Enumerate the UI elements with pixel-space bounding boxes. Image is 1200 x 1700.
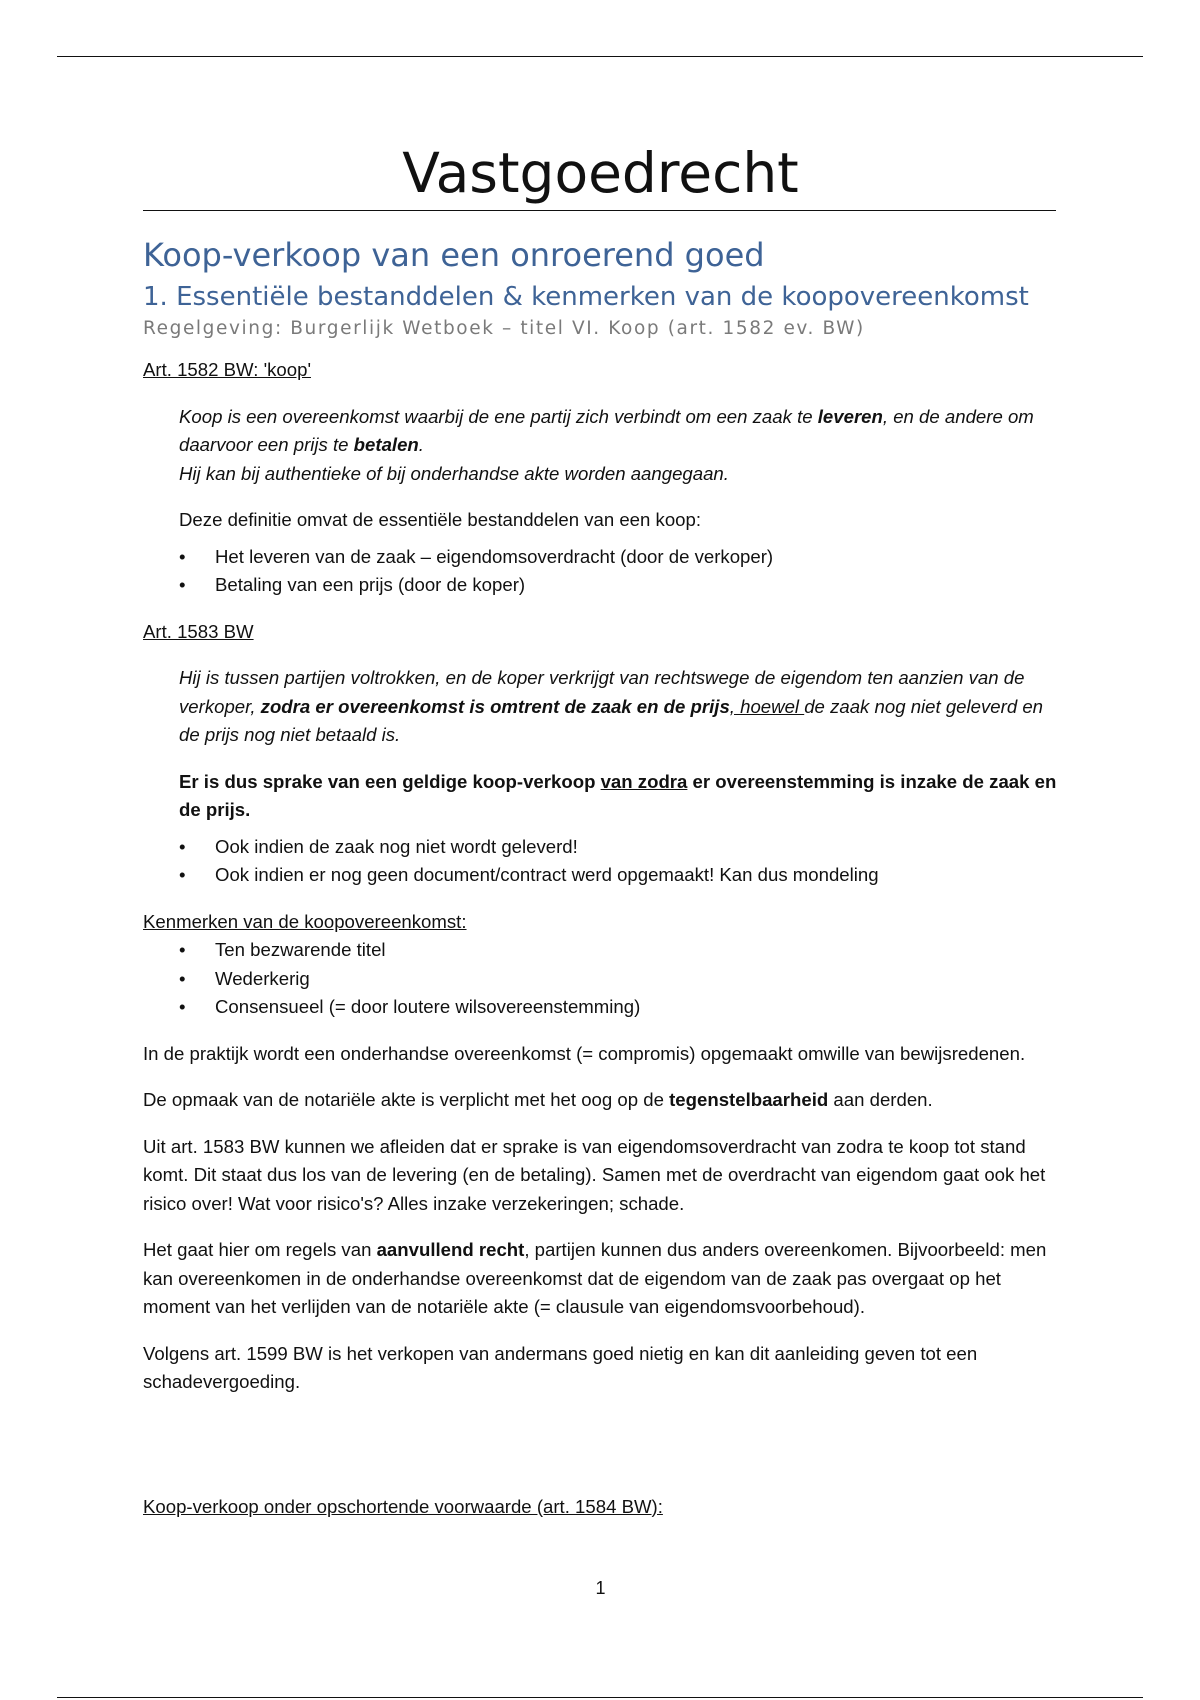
- art1583-heading: Art. 1583 BW: [143, 620, 254, 642]
- kenmerken-heading: Kenmerken van de koopovereenkomst:: [143, 910, 467, 932]
- paragraph-aanvullend-recht: [143, 1236, 1058, 1322]
- paragraph-text: De opmaak van de notariële akte is verplicht met het oog op de: [143, 1089, 670, 1110]
- art1582-intro: Deze definitie omvat de essentiële bestanddelen van een koop:: [179, 509, 702, 530]
- paragraph-bold: tegenstelbaarheid: [669, 1089, 829, 1110]
- list-item: • Consensueel (= door loutere wilsovereenstemming): [179, 993, 1058, 1022]
- list-item: • Ten bezwarende titel: [179, 936, 1058, 965]
- page-number: 1: [595, 1578, 606, 1598]
- art1583-conclusion: [179, 768, 1058, 825]
- heading-2: 1. Essentiële bestanddelen & kenmerken van de koopovereenkomst: [143, 282, 1029, 312]
- opschortende-voorwaarde-heading: Koop-verkoop onder opschortende voorwaarde (art. 1584 BW):: [143, 1495, 663, 1517]
- subtitle: Regelgeving: Burgerlijk Wetboek – titel VI. Koop (art. 1582 ev. BW): [143, 318, 865, 339]
- art1583-quote: [179, 664, 1058, 750]
- art1582-heading: Art. 1582 BW: 'koop': [143, 359, 311, 380]
- quote-text: , en de andere om daarvoor een prijs te: [179, 405, 1034, 455]
- paragraph-bold: aanvullend recht: [376, 1239, 525, 1260]
- bottom-border-line: [57, 1697, 1143, 1698]
- art1582-list: [179, 543, 1058, 600]
- heading-1: Koop-verkoop van een onroerend goed: [143, 236, 765, 274]
- list-item: • Ook indien er nog geen document/contract werd opgemaakt! Kan dus mondeling: [179, 861, 1058, 890]
- paragraph-praktijk: In de praktijk wordt een onderhandse overeenkomst (= compromis) opgemaakt omwille van bewijsredenen.: [143, 1042, 1026, 1064]
- quote-bold: zodra er overeenkomst is omtrent de zaak en de prijs: [260, 695, 730, 717]
- top-border-line: [57, 56, 1143, 57]
- paragraph-text: Het gaat hier om regels van: [143, 1239, 377, 1260]
- quote-text: Koop is een overeenkomst waarbij de ene partij zich verbindt om een zaak te: [179, 405, 818, 427]
- list-item: • Ook indien de zaak nog niet wordt geleverd!: [179, 833, 1058, 862]
- quote-bold-leveren: leveren: [817, 405, 883, 427]
- art1582-quote-line2: Hij kan bij authentieke of bij onderhandse akte worden aangegaan.: [179, 462, 729, 484]
- conclusion-underline: van zodra: [600, 770, 688, 792]
- quote-text: Hij is tussen partijen voltrokken, en de koper verkrijgt van rechtswege de eigendom ten aanzien van de verkoper,: [179, 667, 1025, 717]
- list-item: • Het leveren van de zaak – eigendomsoverdracht (door de verkoper): [179, 543, 1058, 572]
- kenmerken-list: [179, 936, 1058, 1022]
- paragraph-text: , partijen kunnen dus anders overeenkomen. Bijvoorbeeld: men kan overeenkomen in de onderhandse overeenkomst dat de eigendom van de zaak pas overgaat op het moment van het verlijden van de notariële akte (= clausule van eigendomsvoorbehoud).: [143, 1239, 1047, 1317]
- body-text: [143, 356, 1058, 1539]
- title-underline: [143, 210, 1056, 211]
- document-title: Vastgoedrecht: [402, 141, 799, 205]
- conclusion-text: Er is dus sprake van een geldige koop-verkoop: [179, 770, 601, 792]
- conclusion-text: er overeenstemming is inzake de zaak en de prijs.: [179, 770, 1057, 820]
- quote-bold-betalen: betalen: [353, 434, 419, 455]
- list-item: • Wederkerig: [179, 965, 1058, 994]
- list-item: • Betaling van een prijs (door de koper): [179, 571, 1058, 600]
- paragraph-eigendomsoverdracht: Uit art. 1583 BW kunnen we afleiden dat er sprake is van eigendomsoverdracht van zodra te koop tot stand komt. Dit staat dus los van de levering (en de betaling). Samen met de overdracht van eigendom gaat ook het risico over! Wat voor risico's? Alles inzake verzekeringen; schade.: [143, 1135, 1046, 1214]
- paragraph-text: aan derden.: [828, 1089, 933, 1110]
- quote-text: de zaak nog niet geleverd en de prijs nog niet betaald is.: [179, 695, 1044, 745]
- art1583-list: [179, 833, 1058, 890]
- paragraph-notariele-akte: [143, 1086, 1058, 1115]
- quote-text: .: [418, 434, 424, 455]
- art1582-quote: [179, 403, 1058, 460]
- paragraph-andermans-goed: Volgens art. 1599 BW is het verkopen van andermans goed nietig en kan dit aanleiding geven tot een schadevergoeding.: [143, 1342, 978, 1392]
- quote-underline: , hoewel: [729, 695, 805, 717]
